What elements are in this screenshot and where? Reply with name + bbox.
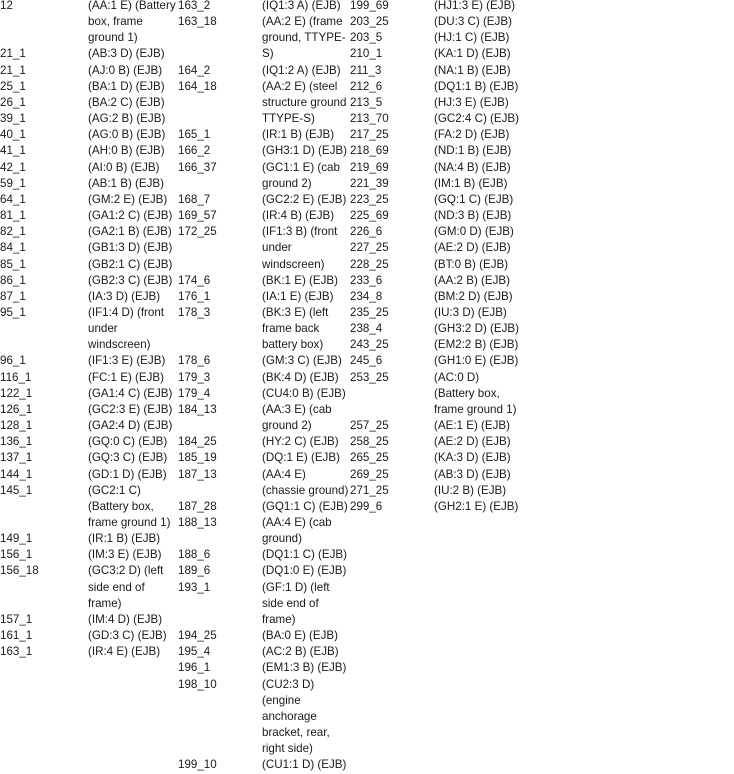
connection-id: 188_6 xyxy=(178,548,211,562)
list-item xyxy=(178,499,350,515)
connection-description: (GB2:1 C) (EJB) xyxy=(88,257,173,271)
connection-id: 21_1 xyxy=(0,47,26,61)
connection-description: (BM:2 D) (EJB) xyxy=(434,289,513,303)
list-item xyxy=(350,192,522,208)
list-item xyxy=(0,434,178,450)
connection-description: (AA:2 E) (frame ground, TTYPE-S) xyxy=(262,15,346,61)
connection-id: 219_69 xyxy=(350,160,389,174)
connection-id: 12 xyxy=(0,0,13,12)
connection-id: 41_1 xyxy=(0,144,26,158)
connection-description: (DU:3 C) (EJB) xyxy=(434,15,512,29)
connection-id: 225_69 xyxy=(350,209,389,223)
list-item xyxy=(0,208,178,224)
connection-description: (CU2:3 D) (engine anchorage bracket, rear, right side) xyxy=(262,677,330,756)
connection-description: (BT:0 B) (EJB) xyxy=(434,257,509,271)
connection-description: (IR:1 B) (EJB) xyxy=(262,128,335,142)
connection-description: (GB2:3 C) (EJB) xyxy=(88,273,173,287)
list-item xyxy=(350,467,522,483)
connection-description: (FC:1 E) (EJB) xyxy=(88,370,165,384)
list-item xyxy=(350,30,522,46)
list-item xyxy=(350,14,522,30)
list-item xyxy=(0,483,178,531)
list-item xyxy=(178,224,350,272)
list-item xyxy=(178,127,350,143)
connection-description: (GM:2 E) (EJB) xyxy=(88,192,168,206)
connection-id: 86_1 xyxy=(0,273,26,287)
list-item xyxy=(178,628,350,644)
connection-description: (NA:1 B) (EJB) xyxy=(434,63,511,77)
list-item xyxy=(0,353,178,369)
connection-description: (IM:1 B) (EJB) xyxy=(434,176,508,190)
list-item xyxy=(178,515,350,547)
connection-description: (KA:3 D) (EJB) xyxy=(434,451,511,465)
connection-description: (CU1:1 D) (EJB) xyxy=(262,758,347,772)
connection-id: 176_1 xyxy=(178,289,211,303)
list-item xyxy=(350,434,522,450)
connection-id: 161_1 xyxy=(0,629,33,643)
connection-id: 203_25 xyxy=(350,15,389,29)
connection-description: (BK:1 E) (EJB) xyxy=(262,273,339,287)
connection-id: 243_25 xyxy=(350,338,389,352)
connection-id: 26_1 xyxy=(0,95,26,109)
list-item xyxy=(0,127,178,143)
connection-description: (AJ:0 B) (EJB) xyxy=(88,63,163,77)
connection-id: 185_19 xyxy=(178,451,217,465)
list-item xyxy=(178,353,350,369)
list-item xyxy=(350,450,522,466)
list-item xyxy=(0,257,178,273)
connection-description: (AA:4 E) (cab ground) xyxy=(262,516,332,546)
connection-description: (IM:3 E) (EJB) xyxy=(88,548,162,562)
connection-description: (AB:3 D) (EJB) xyxy=(434,467,511,481)
connection-id: 258_25 xyxy=(350,435,389,449)
connection-description: (IR:1 B) (EJB) xyxy=(88,532,161,546)
connection-id: 234_8 xyxy=(350,289,383,303)
connection-description: (GB1:3 D) (EJB) xyxy=(88,241,173,255)
list-item xyxy=(0,386,178,402)
list-item xyxy=(0,450,178,466)
connection-id: 233_6 xyxy=(350,273,383,287)
connection-description: (IQ1:2 A) (EJB) xyxy=(262,63,341,77)
list-item xyxy=(0,95,178,111)
connection-description: (HJ:3 E) (EJB) xyxy=(434,95,509,109)
connection-description: (BK:4 D) (EJB) xyxy=(262,370,339,384)
list-item xyxy=(350,111,522,127)
list-item xyxy=(0,111,178,127)
list-item xyxy=(350,63,522,79)
list-item xyxy=(178,160,350,192)
list-item xyxy=(350,143,522,159)
connection-description: (GC3:2 D) (left side end of frame) xyxy=(88,564,164,610)
connection-description: (GC1:1 E) (cab ground 2) xyxy=(262,160,340,190)
list-item xyxy=(350,418,522,434)
connection-id: 157_1 xyxy=(0,612,33,626)
connection-description: (AH:0 B) (EJB) xyxy=(88,144,165,158)
list-item xyxy=(350,208,522,224)
connection-description: (DQ:1 E) (EJB) xyxy=(262,451,340,465)
list-item xyxy=(0,305,178,353)
connection-description: (DQ1:0 E) (EJB) xyxy=(262,564,347,578)
connection-description: (AA:1 E) (Battery box, frame ground 1) xyxy=(88,0,176,45)
connection-description: (IM:4 D) (EJB) xyxy=(88,612,163,626)
connection-description: (GA1:2 C) (EJB) xyxy=(88,209,173,223)
list-item xyxy=(0,160,178,176)
connection-description: (AB:3 D) (EJB) xyxy=(88,47,165,61)
connection-description: (AA:2 E) (steel structure ground TTYPE-S) xyxy=(262,79,347,126)
connection-id: 217_25 xyxy=(350,128,389,142)
connection-description: (BK:3 E) (left frame back battery box) xyxy=(262,305,329,352)
list-item xyxy=(0,628,178,644)
connection-description: (GH3:1 D) (EJB) xyxy=(262,144,348,158)
connection-id: 116_1 xyxy=(0,370,32,384)
connection-description: (DQ1:1 B) (EJB) xyxy=(434,79,519,93)
connection-description: (GC2:4 C) (EJB) xyxy=(434,112,520,126)
list-item xyxy=(178,450,350,466)
connection-description: (GF:1 D) (left side end of frame) xyxy=(262,580,330,626)
connection-description: (CU4:0 B) (EJB) xyxy=(262,386,346,400)
list-item xyxy=(350,305,522,321)
connection-id: 265_25 xyxy=(350,451,389,465)
connection-id: 235_25 xyxy=(350,305,389,319)
list-item xyxy=(0,176,178,192)
connection-description: (GQ:1 C) (EJB) xyxy=(434,192,514,206)
connection-id: 156_1 xyxy=(0,548,33,562)
connection-description: (IU:2 B) (EJB) xyxy=(434,483,507,497)
list-item xyxy=(0,531,178,547)
connection-description: (GQ:3 C) (EJB) xyxy=(88,451,168,465)
connection-id: 39_1 xyxy=(0,112,26,126)
list-item xyxy=(350,321,522,337)
connection-id: 95_1 xyxy=(0,305,26,319)
connection-id: 81_1 xyxy=(0,209,26,223)
list-item xyxy=(350,483,522,499)
connection-description: (BA:0 E) (EJB) xyxy=(262,629,339,643)
list-item xyxy=(0,46,178,62)
connection-id: 189_6 xyxy=(178,564,211,578)
connection-id: 299_6 xyxy=(350,499,383,513)
connection-id: 226_6 xyxy=(350,225,383,239)
connection-description: (GA1:4 C) (EJB) xyxy=(88,386,173,400)
connection-description: (AE:2 D) (EJB) xyxy=(434,435,511,449)
connection-id: 184_25 xyxy=(178,435,217,449)
connection-id: 128_1 xyxy=(0,419,33,433)
connection-id: 257_25 xyxy=(350,419,389,433)
connection-description: (DQ1:1 C) (EJB) xyxy=(262,548,348,562)
connection-description: (AE:1 E) (EJB) xyxy=(434,419,511,433)
list-item xyxy=(350,95,522,111)
list-item xyxy=(0,240,178,256)
connection-id: 163_18 xyxy=(178,15,217,29)
list-item xyxy=(178,563,350,579)
list-item xyxy=(178,467,350,499)
list-item xyxy=(178,402,350,434)
connection-description: (AG:2 B) (EJB) xyxy=(88,112,166,126)
column-3 xyxy=(350,0,522,515)
connection-id: 166_37 xyxy=(178,160,217,174)
list-item xyxy=(350,224,522,240)
list-item xyxy=(0,0,178,46)
connection-id: 156_18 xyxy=(0,564,39,578)
connection-description: (IQ1:3 A) (EJB) xyxy=(262,0,341,12)
connection-id: 194_25 xyxy=(178,629,217,643)
list-item xyxy=(350,127,522,143)
list-item xyxy=(178,289,350,305)
column-2 xyxy=(178,0,350,774)
connection-description: (IU:3 D) (EJB) xyxy=(434,305,507,319)
connection-description: (AA:4 E) (chassie ground) xyxy=(262,467,349,497)
connection-id: 163_2 xyxy=(178,0,211,12)
connection-id: 178_3 xyxy=(178,305,211,319)
connection-id: 122_1 xyxy=(0,386,33,400)
connection-description: (GD:1 D) (EJB) xyxy=(88,467,167,481)
connection-description: (IF1:3 B) (front under windscreen) xyxy=(262,225,338,271)
list-item xyxy=(350,353,522,369)
connection-description: (BA:2 C) (EJB) xyxy=(88,95,165,109)
connection-description: (AI:0 B) (EJB) xyxy=(88,160,160,174)
connection-id: 145_1 xyxy=(0,483,33,497)
connection-description: (GA2:1 B) (EJB) xyxy=(88,225,172,239)
list-item xyxy=(0,644,178,660)
list-item xyxy=(178,305,350,353)
connection-id: 174_6 xyxy=(178,273,211,287)
connection-description: (HJ1:3 E) (EJB) xyxy=(434,0,516,12)
connection-description: (AA:2 B) (EJB) xyxy=(434,273,511,287)
list-item xyxy=(178,192,350,208)
connection-id: 42_1 xyxy=(0,160,26,174)
connection-description: (ND:3 B) (EJB) xyxy=(434,209,512,223)
connection-description: (GC2:2 E) (EJB) xyxy=(262,192,347,206)
connection-id: 195_4 xyxy=(178,645,211,659)
connection-id: 213_70 xyxy=(350,112,389,126)
connection-id: 64_1 xyxy=(0,192,26,206)
connection-id: 163_1 xyxy=(0,645,33,659)
list-item xyxy=(0,192,178,208)
connection-id: 193_1 xyxy=(178,580,211,594)
connection-description: (AG:0 B) (EJB) xyxy=(88,128,166,142)
connection-id: 21_1 xyxy=(0,63,26,77)
connection-id: 188_13 xyxy=(178,516,217,529)
connection-id: 187_13 xyxy=(178,467,217,481)
list-item xyxy=(350,257,522,273)
connection-id: 169_57 xyxy=(178,209,217,223)
list-item xyxy=(178,79,350,127)
connection-description: (GQ:0 C) (EJB) xyxy=(88,435,168,449)
connection-id: 228_25 xyxy=(350,257,389,271)
connection-id: 245_6 xyxy=(350,354,383,368)
list-item xyxy=(178,143,350,159)
connection-description: (GM:3 C) (EJB) xyxy=(262,354,342,368)
connection-id: 184_13 xyxy=(178,402,217,416)
connection-id: 238_4 xyxy=(350,322,383,336)
connection-description: (ND:1 B) (EJB) xyxy=(434,144,512,158)
list-item xyxy=(0,418,178,434)
connection-id: 126_1 xyxy=(0,402,33,416)
connection-id: 59_1 xyxy=(0,176,26,190)
connection-description: (GC2:1 C) (Battery box, frame ground 1) xyxy=(88,483,171,529)
list-item xyxy=(178,677,350,758)
list-item xyxy=(178,660,350,676)
connection-id: 203_5 xyxy=(350,31,383,45)
list-item xyxy=(0,79,178,95)
connection-id: 199_10 xyxy=(178,758,217,772)
list-item xyxy=(178,0,350,14)
connection-description: (GM:0 D) (EJB) xyxy=(434,225,514,239)
list-item xyxy=(178,63,350,79)
connection-id: 96_1 xyxy=(0,354,26,368)
list-item xyxy=(350,289,522,305)
list-item xyxy=(0,289,178,305)
connection-description: (HJ:1 C) (EJB) xyxy=(434,31,510,45)
connection-id: 179_4 xyxy=(178,386,211,400)
list-item xyxy=(178,14,350,62)
connection-id: 166_2 xyxy=(178,144,211,158)
connection-id: 211_3 xyxy=(350,63,382,77)
list-item xyxy=(178,386,350,402)
connection-id: 82_1 xyxy=(0,225,26,239)
list-item xyxy=(0,467,178,483)
column-1 xyxy=(0,0,178,660)
connection-description: (EM2:2 B) (EJB) xyxy=(434,338,519,352)
list-item xyxy=(178,580,350,628)
connection-id: 136_1 xyxy=(0,435,33,449)
connection-description: (NA:4 B) (EJB) xyxy=(434,160,511,174)
connection-id: 227_25 xyxy=(350,241,389,255)
list-item xyxy=(178,208,350,224)
list-item xyxy=(0,273,178,289)
connection-description: (BA:1 D) (EJB) xyxy=(88,79,165,93)
connection-description: (IR:4 E) (EJB) xyxy=(88,645,161,659)
connection-description: (AB:1 B) (EJB) xyxy=(88,176,165,190)
connection-description: (GC2:3 E) (EJB) xyxy=(88,402,173,416)
connection-id: 271_25 xyxy=(350,483,389,497)
connection-id: 223_25 xyxy=(350,192,389,206)
connection-id: 178_6 xyxy=(178,354,211,368)
list-item xyxy=(350,79,522,95)
connection-description: (AA:3 E) (cab ground 2) xyxy=(262,402,332,433)
connection-id: 137_1 xyxy=(0,451,33,465)
list-item xyxy=(178,644,350,660)
connection-id: 172_25 xyxy=(178,225,217,239)
connection-description: (KA:1 D) (EJB) xyxy=(434,47,511,61)
list-item xyxy=(350,337,522,353)
list-item xyxy=(350,240,522,256)
list-item xyxy=(178,273,350,289)
connection-id: 198_10 xyxy=(178,677,217,691)
connection-description: (IA:3 D) (EJB) xyxy=(88,289,161,303)
list-item xyxy=(0,370,178,386)
connection-id: 144_1 xyxy=(0,467,33,481)
connection-description: (GH2:1 E) (EJB) xyxy=(434,499,519,513)
list-item xyxy=(0,547,178,563)
connection-id: 221_39 xyxy=(350,176,389,190)
connection-description: (GH3:2 D) (EJB) xyxy=(434,322,520,336)
connection-description: (EM1:3 B) (EJB) xyxy=(262,661,347,675)
connection-id: 85_1 xyxy=(0,257,26,271)
connection-description: (AC:0 D) (Battery box, frame ground 1) xyxy=(434,370,517,416)
connection-id: 168_7 xyxy=(178,192,211,206)
list-item xyxy=(178,547,350,563)
connection-description: (FA:2 D) (EJB) xyxy=(434,128,510,142)
connection-id: 179_3 xyxy=(178,370,211,384)
connection-id: 199_69 xyxy=(350,0,389,12)
connection-description: (IF1:4 D) (front under windscreen) xyxy=(88,305,165,352)
list-item xyxy=(350,46,522,62)
list-item xyxy=(178,757,350,773)
connection-id: 164_18 xyxy=(178,79,217,93)
list-item xyxy=(350,0,522,14)
connection-id: 253_25 xyxy=(350,370,389,384)
list-item xyxy=(350,273,522,289)
list-item xyxy=(0,563,178,611)
list-item xyxy=(178,370,350,386)
connection-id: 164_2 xyxy=(178,63,211,77)
connection-id: 218_69 xyxy=(350,144,389,158)
connection-description: (AE:2 D) (EJB) xyxy=(434,241,511,255)
list-item xyxy=(350,499,522,515)
connection-description: (IA:1 E) (EJB) xyxy=(262,289,334,303)
connection-id: 187_28 xyxy=(178,499,217,513)
list-item xyxy=(350,160,522,176)
connection-description: (GQ1:1 C) (EJB) xyxy=(262,499,348,513)
connection-id: 269_25 xyxy=(350,467,389,481)
connection-description: (HY:2 C) (EJB) xyxy=(262,435,339,449)
connection-description: (AC:2 B) (EJB) xyxy=(262,645,339,659)
connection-id: 149_1 xyxy=(0,532,33,546)
list-item xyxy=(350,370,522,418)
connection-id: 84_1 xyxy=(0,241,26,255)
list-item xyxy=(178,434,350,450)
list-item xyxy=(350,176,522,192)
connection-id: 87_1 xyxy=(0,289,26,303)
list-item xyxy=(0,224,178,240)
connection-id: 210_1 xyxy=(350,47,383,61)
connection-id: 212_6 xyxy=(350,79,383,93)
connection-description: (GH1:0 E) (EJB) xyxy=(434,354,519,368)
connection-description: (IF1:3 E) (EJB) xyxy=(88,354,166,368)
connection-id: 213_5 xyxy=(350,95,383,109)
connection-id: 165_1 xyxy=(178,128,211,142)
connection-id: 25_1 xyxy=(0,79,26,93)
list-item xyxy=(0,402,178,418)
connection-id: 196_1 xyxy=(178,661,211,675)
list-item xyxy=(0,612,178,628)
connection-description: (IR:4 B) (EJB) xyxy=(262,209,335,223)
connection-id: 40_1 xyxy=(0,128,26,142)
list-item xyxy=(0,143,178,159)
list-item xyxy=(0,63,178,79)
connection-description: (GD:3 C) (EJB) xyxy=(88,629,167,643)
connection-description: (GA2:4 D) (EJB) xyxy=(88,419,173,433)
